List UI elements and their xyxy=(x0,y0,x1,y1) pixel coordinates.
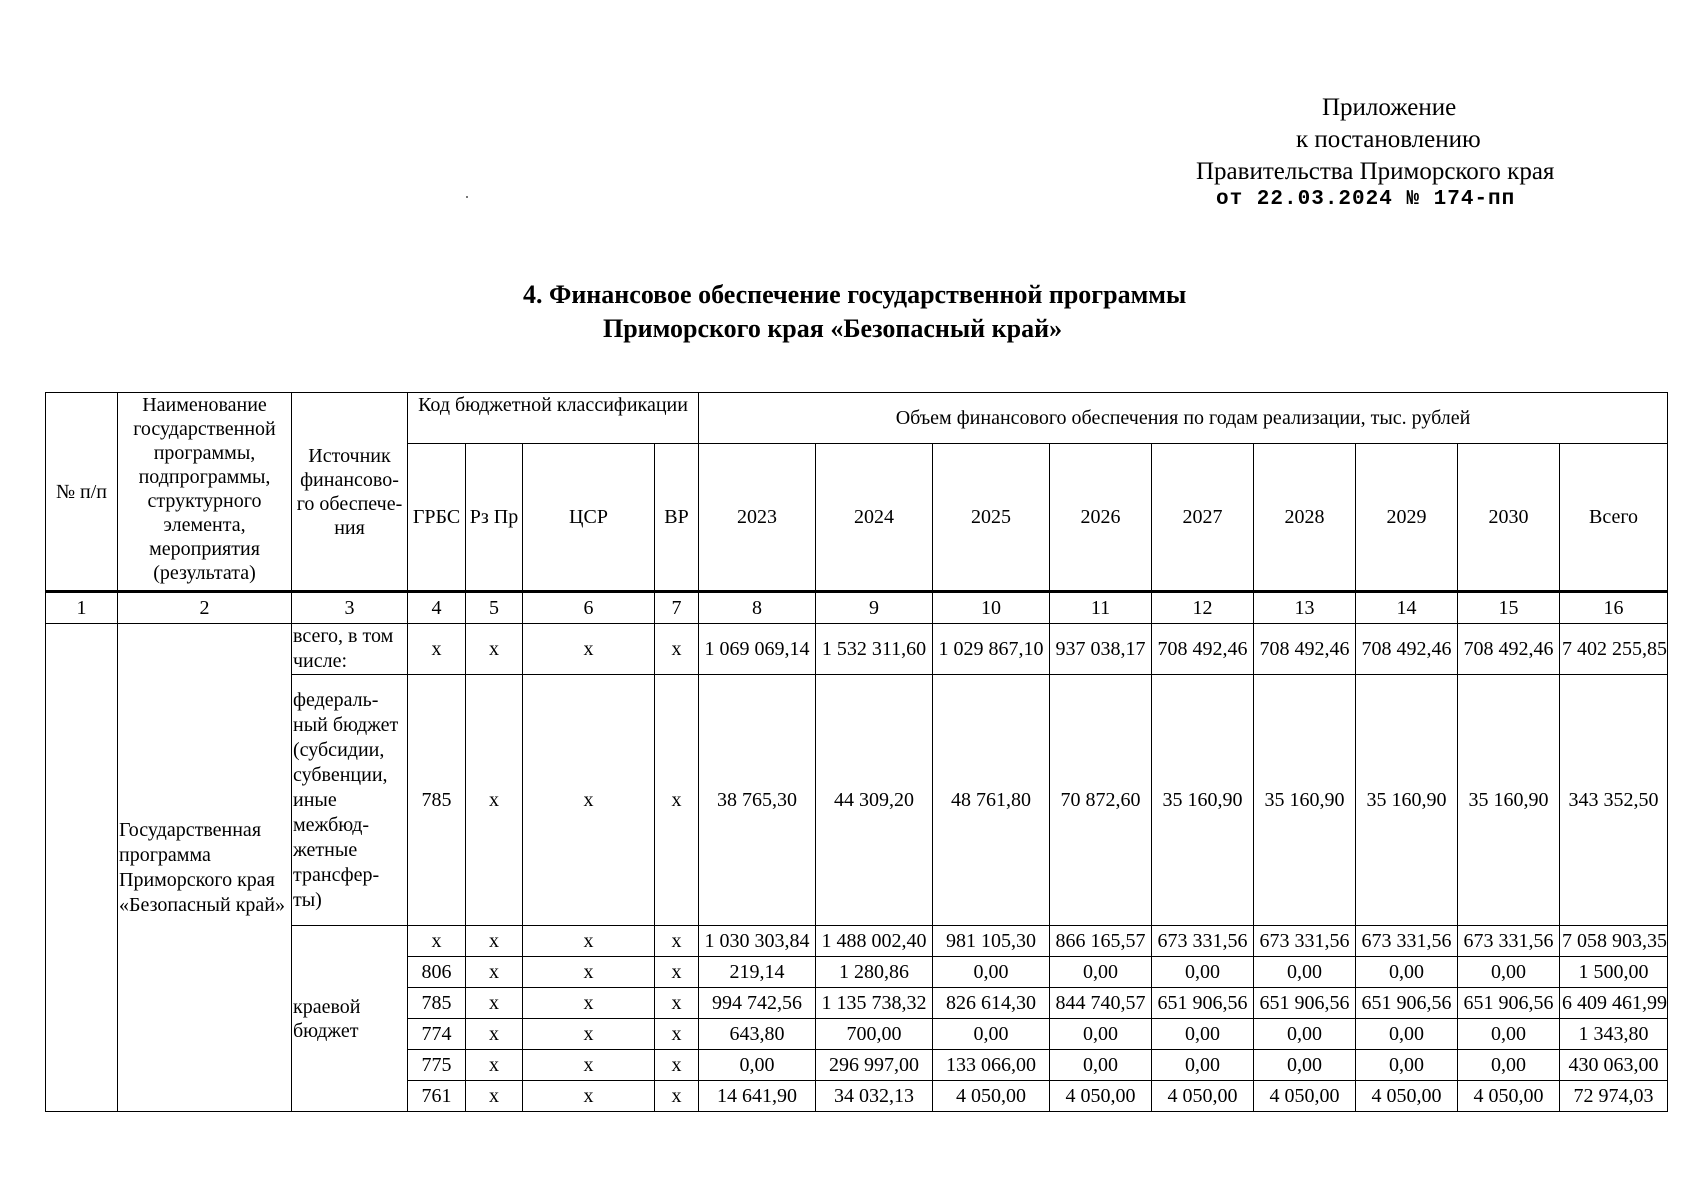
value-cell: 1 135 738,32 xyxy=(816,988,933,1019)
csr-cell: x xyxy=(523,675,655,926)
value-cell: 0,00 xyxy=(1254,1019,1356,1050)
total-cell: 7 058 903,35 xyxy=(1560,926,1668,957)
appendix-title: Приложение xyxy=(1322,94,1457,121)
source-total: всего, в том числе: xyxy=(292,624,408,675)
value-cell: 1 029 867,10 xyxy=(933,624,1050,675)
value-cell: 643,80 xyxy=(699,1019,816,1050)
column-number: 15 xyxy=(1458,592,1560,624)
value-cell: 0,00 xyxy=(1356,1050,1458,1081)
header-rzpr: Рз Пр xyxy=(466,444,523,592)
vr-cell: x xyxy=(655,675,699,926)
header-vr: ВР xyxy=(655,444,699,592)
section-title-line2: Приморского края «Безопасный край» xyxy=(603,314,1063,343)
total-cell: 1 343,80 xyxy=(1560,1019,1668,1050)
value-cell: 0,00 xyxy=(1152,1050,1254,1081)
value-cell: 0,00 xyxy=(1050,957,1152,988)
value-cell: 4 050,00 xyxy=(1356,1081,1458,1112)
value-cell: 0,00 xyxy=(1050,1019,1152,1050)
appendix-subtitle: к постановлению xyxy=(1296,126,1481,153)
header-total: Всего xyxy=(1560,444,1668,592)
value-cell: 48 761,80 xyxy=(933,675,1050,926)
grbs-cell: x xyxy=(408,926,466,957)
column-number: 5 xyxy=(466,592,523,624)
value-cell: 673 331,56 xyxy=(1152,926,1254,957)
source-federal: федераль-ный бюджет (субсидии, субвенции, иные межбюд-жетные трансфер-ты) xyxy=(292,675,408,926)
rzpr-cell: x xyxy=(466,1019,523,1050)
column-number: 3 xyxy=(292,592,408,624)
header-year: 2023 xyxy=(699,444,816,592)
grbs-cell: 785 xyxy=(408,675,466,926)
column-number: 6 xyxy=(523,592,655,624)
header-year: 2026 xyxy=(1050,444,1152,592)
value-cell: 44 309,20 xyxy=(816,675,933,926)
header-kbk: Код бюджетной классификации xyxy=(408,393,699,444)
value-cell: 826 614,30 xyxy=(933,988,1050,1019)
value-cell: 651 906,56 xyxy=(1254,988,1356,1019)
value-cell: 0,00 xyxy=(1356,957,1458,988)
value-cell: 651 906,56 xyxy=(1458,988,1560,1019)
value-cell: 708 492,46 xyxy=(1458,624,1560,675)
value-cell: 866 165,57 xyxy=(1050,926,1152,957)
total-cell: 1 500,00 xyxy=(1560,957,1668,988)
header-name: Наименование государственной программы, подпрограммы, структурного элемента, мероприятия (результата) xyxy=(118,393,292,592)
vr-cell: x xyxy=(655,1019,699,1050)
value-cell: 4 050,00 xyxy=(1458,1081,1560,1112)
header-year: 2030 xyxy=(1458,444,1560,592)
rzpr-cell: x xyxy=(466,988,523,1019)
csr-cell: x xyxy=(523,1019,655,1050)
value-cell: 0,00 xyxy=(699,1050,816,1081)
rzpr-cell: x xyxy=(466,957,523,988)
grbs-cell: 806 xyxy=(408,957,466,988)
value-cell: 34 032,13 xyxy=(816,1081,933,1112)
value-cell: 844 740,57 xyxy=(1050,988,1152,1019)
grbs-cell: 785 xyxy=(408,988,466,1019)
value-cell: 994 742,56 xyxy=(699,988,816,1019)
rzpr-cell: x xyxy=(466,926,523,957)
value-cell: 981 105,30 xyxy=(933,926,1050,957)
vr-cell: x xyxy=(655,1081,699,1112)
csr-cell: x xyxy=(523,926,655,957)
csr-cell: x xyxy=(523,957,655,988)
value-cell: 1 280,86 xyxy=(816,957,933,988)
column-numbers-row xyxy=(46,592,1668,624)
value-cell: 0,00 xyxy=(1254,1050,1356,1081)
total-cell: 430 063,00 xyxy=(1560,1050,1668,1081)
rzpr-cell: x xyxy=(466,1050,523,1081)
value-cell: 133 066,00 xyxy=(933,1050,1050,1081)
column-number: 14 xyxy=(1356,592,1458,624)
grbs-cell: x xyxy=(408,624,466,675)
value-cell: 38 765,30 xyxy=(699,675,816,926)
column-number: 2 xyxy=(118,592,292,624)
value-cell: 673 331,56 xyxy=(1458,926,1560,957)
header-year: 2025 xyxy=(933,444,1050,592)
value-cell: 0,00 xyxy=(1458,1050,1560,1081)
source-regional: краевой бюджет xyxy=(292,926,408,1112)
value-cell: 35 160,90 xyxy=(1458,675,1560,926)
total-cell: 6 409 461,99 xyxy=(1560,988,1668,1019)
value-cell: 296 997,00 xyxy=(816,1050,933,1081)
vr-cell: x xyxy=(655,1050,699,1081)
value-cell: 4 050,00 xyxy=(1050,1081,1152,1112)
value-cell: 673 331,56 xyxy=(1356,926,1458,957)
value-cell: 0,00 xyxy=(933,1019,1050,1050)
header-source: Источник финансово-го обеспече-ния xyxy=(292,393,408,592)
column-number: 1 xyxy=(46,592,118,624)
column-number: 16 xyxy=(1560,592,1668,624)
value-cell: 0,00 xyxy=(1458,1019,1560,1050)
appendix-decree-stamp: от 22.03.2024 № 174-пп xyxy=(1216,188,1516,211)
vr-cell: x xyxy=(655,957,699,988)
scan-speck xyxy=(466,196,468,198)
column-number: 11 xyxy=(1050,592,1152,624)
csr-cell: x xyxy=(523,988,655,1019)
section-title-line1: 4. Финансовое обеспечение государственной программы xyxy=(523,280,1187,309)
value-cell: 673 331,56 xyxy=(1254,926,1356,957)
value-cell: 4 050,00 xyxy=(933,1081,1050,1112)
value-cell: 0,00 xyxy=(1254,957,1356,988)
header-csr: ЦСР xyxy=(523,444,655,592)
column-number: 4 xyxy=(408,592,466,624)
section-title xyxy=(0,278,1698,346)
value-cell: 651 906,56 xyxy=(1356,988,1458,1019)
value-cell: 1 488 002,40 xyxy=(816,926,933,957)
value-cell: 708 492,46 xyxy=(1356,624,1458,675)
value-cell: 0,00 xyxy=(1152,957,1254,988)
total-cell: 7 402 255,85 xyxy=(1560,624,1668,675)
header-year: 2024 xyxy=(816,444,933,592)
csr-cell: x xyxy=(523,624,655,675)
value-cell: 70 872,60 xyxy=(1050,675,1152,926)
csr-cell: x xyxy=(523,1081,655,1112)
appendix-block xyxy=(1180,92,1620,212)
vr-cell: x xyxy=(655,926,699,957)
rzpr-cell: x xyxy=(466,675,523,926)
value-cell: 0,00 xyxy=(1050,1050,1152,1081)
value-cell: 708 492,46 xyxy=(1152,624,1254,675)
grbs-cell: 775 xyxy=(408,1050,466,1081)
value-cell: 708 492,46 xyxy=(1254,624,1356,675)
column-number: 8 xyxy=(699,592,816,624)
value-cell: 1 030 303,84 xyxy=(699,926,816,957)
vr-cell: x xyxy=(655,988,699,1019)
value-cell: 0,00 xyxy=(1458,957,1560,988)
value-cell: 937 038,17 xyxy=(1050,624,1152,675)
header-grbs: ГРБС xyxy=(408,444,466,592)
grbs-cell: 774 xyxy=(408,1019,466,1050)
column-number: 9 xyxy=(816,592,933,624)
value-cell: 0,00 xyxy=(1152,1019,1254,1050)
row-number-cell xyxy=(46,624,118,1112)
column-number: 12 xyxy=(1152,592,1254,624)
csr-cell: x xyxy=(523,1050,655,1081)
column-number: 7 xyxy=(655,592,699,624)
header-volume: Объем финансового обеспечения по годам реализации, тыс. рублей xyxy=(699,393,1668,444)
financing-table xyxy=(45,392,1668,1112)
header-year: 2029 xyxy=(1356,444,1458,592)
appendix-authority: Правительства Приморского края xyxy=(1196,158,1555,185)
vr-cell: x xyxy=(655,624,699,675)
value-cell: 35 160,90 xyxy=(1356,675,1458,926)
value-cell: 4 050,00 xyxy=(1152,1081,1254,1112)
value-cell: 651 906,56 xyxy=(1152,988,1254,1019)
grbs-cell: 761 xyxy=(408,1081,466,1112)
value-cell: 219,14 xyxy=(699,957,816,988)
value-cell: 1 069 069,14 xyxy=(699,624,816,675)
value-cell: 14 641,90 xyxy=(699,1081,816,1112)
value-cell: 35 160,90 xyxy=(1254,675,1356,926)
header-year: 2028 xyxy=(1254,444,1356,592)
column-number: 10 xyxy=(933,592,1050,624)
header-num: № п/п xyxy=(46,393,118,592)
value-cell: 0,00 xyxy=(1356,1019,1458,1050)
value-cell: 0,00 xyxy=(933,957,1050,988)
total-cell: 72 974,03 xyxy=(1560,1081,1668,1112)
table-row xyxy=(46,624,1668,675)
total-cell: 343 352,50 xyxy=(1560,675,1668,926)
rzpr-cell: x xyxy=(466,1081,523,1112)
column-number: 13 xyxy=(1254,592,1356,624)
program-name: Государственная программа Приморского края «Безопасный край» xyxy=(118,624,292,1112)
value-cell: 1 532 311,60 xyxy=(816,624,933,675)
header-year: 2027 xyxy=(1152,444,1254,592)
value-cell: 35 160,90 xyxy=(1152,675,1254,926)
value-cell: 700,00 xyxy=(816,1019,933,1050)
rzpr-cell: x xyxy=(466,624,523,675)
value-cell: 4 050,00 xyxy=(1254,1081,1356,1112)
